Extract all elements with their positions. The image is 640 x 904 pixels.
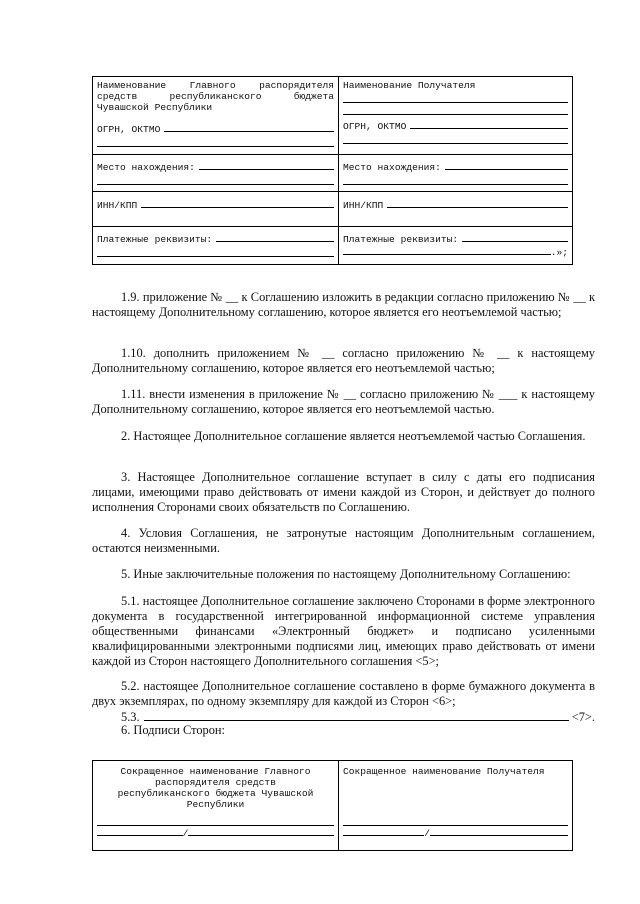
left-ogrn-line [164,122,334,132]
left-payment-cell [93,227,339,265]
grbs-name-label: Наименование Главного распорядителя средств республиканского бюджета Чувашской Республики [97,80,334,113]
right-payment-cell [339,227,573,265]
paragraph-3: 3. Настоящее Дополнительное соглашение вступает в силу с даты его подписания лицами, имеющими право действовать от имени каждой из Сторон, и действует до полного исполнения Сторонами своих обязательств по Соглашению. [92,470,595,514]
left-payment-line-2 [97,245,334,257]
paragraph-5: 5. Иные заключительные положения по настоящему Дополнительному Соглашению: [121,567,571,581]
paragraph-5-3-label: 5.3. [121,710,140,724]
left-location-label: Место нахождения: [97,162,195,173]
paragraph-1-9: 1.9. приложение № __ к Соглашению изложить в редакции согласно приложению № __ к настоящему Дополнительному соглашению, которое является его неотъемлемой частью; [92,290,595,319]
right-payment-line-2 [343,245,551,255]
right-ogrn-line [410,119,568,129]
closing-quote-mark: .»; [550,247,568,258]
right-ogrn-line-2 [343,132,568,144]
left-inn-label: ИНН/КПП [97,200,138,211]
right-signature-line-1 [343,814,568,826]
paragraph-5-2: 5.2. настоящее Дополнительное соглашение составлено в форме бумажного документа в двух экземплярах, по одному экземпляру для каждой из Сторон <6>; [92,679,595,708]
right-location-cell [339,155,573,192]
right-payment-label: Платежные реквизиты: [343,234,459,245]
paragraph-2: 2. Настоящее Дополнительное соглашение является неотъемлемой частью Соглашения. [121,429,586,443]
right-name-line-2 [343,103,568,115]
right-location-line [445,160,568,170]
paragraph-1-11: 1.11. внести изменения в приложение № __ согласно приложению № ___ к настоящему Дополнительному соглашению, которое является его неотъемлемой частью. [92,387,595,416]
right-location-label: Место нахождения: [343,162,441,173]
paragraph-1-10: 1.10. дополнить приложением № __ согласно приложению № __ к настоящему Дополнительному соглашению, которое является его неотъемлемой частью; [92,346,595,375]
right-signature-slash: / [424,828,430,839]
right-payment-line [462,232,568,242]
paragraph-5-3-line [144,709,569,721]
right-location-line-2 [343,173,568,185]
right-recipient-cell [339,77,573,155]
left-ogrn-label: ОГРН, ОКТМО [97,124,161,135]
left-location-line [199,160,334,170]
recipient-name-label: Наименование Получателя [343,80,476,91]
left-signature-line-1 [97,814,334,826]
left-signature-line [97,826,183,836]
left-payment-label: Платежные реквизиты: [97,234,213,245]
right-name-line-1 [343,91,568,103]
left-location-cell [93,155,339,192]
right-signature-header: Сокращенное наименование Получателя [343,766,545,777]
left-ogrn-line-2 [97,135,334,147]
paragraph-6: 6. Подписи Сторон: [121,723,225,737]
left-signature-slash: / [182,828,189,839]
paragraph-5-1: 5.1. настоящее Дополнительное соглашение заключено Сторонами в форме электронного документа в государственной интегрированной информационной системе управления общественными финансами «Электронный бюджет» и подписано усиленными квалифицированными электронными подписями лиц, имеющих право действовать от имени каждой из Сторон настоящего Дополнительного соглашения <5>; [92,594,595,668]
requisites-table [92,76,573,265]
signatures-table [92,760,573,851]
right-inn-label: ИНН/КПП [343,200,384,211]
left-grbs-cell [93,77,339,155]
right-ogrn-label: ОГРН, ОКТМО [343,121,407,132]
right-inn-line [387,198,568,208]
left-inn-line [141,198,334,208]
paragraph-4: 4. Условия Соглашения, не затронутые настоящим Дополнительным соглашением, остаются неизменными. [92,526,595,555]
left-name-line [188,826,334,836]
right-inn-cell [339,192,573,227]
left-inn-cell [93,192,339,227]
paragraph-5-3-note: <7>. [571,710,595,724]
left-location-line-2 [97,173,334,185]
left-signature-cell [93,761,339,851]
left-payment-line [216,232,334,242]
right-signature-line [343,826,424,836]
left-signature-header: Сокращенное наименование Главного распорядителя средств республиканского бюджета Чувашской Республики [117,766,314,810]
right-signature-cell [339,761,573,851]
right-name-line [430,826,568,836]
